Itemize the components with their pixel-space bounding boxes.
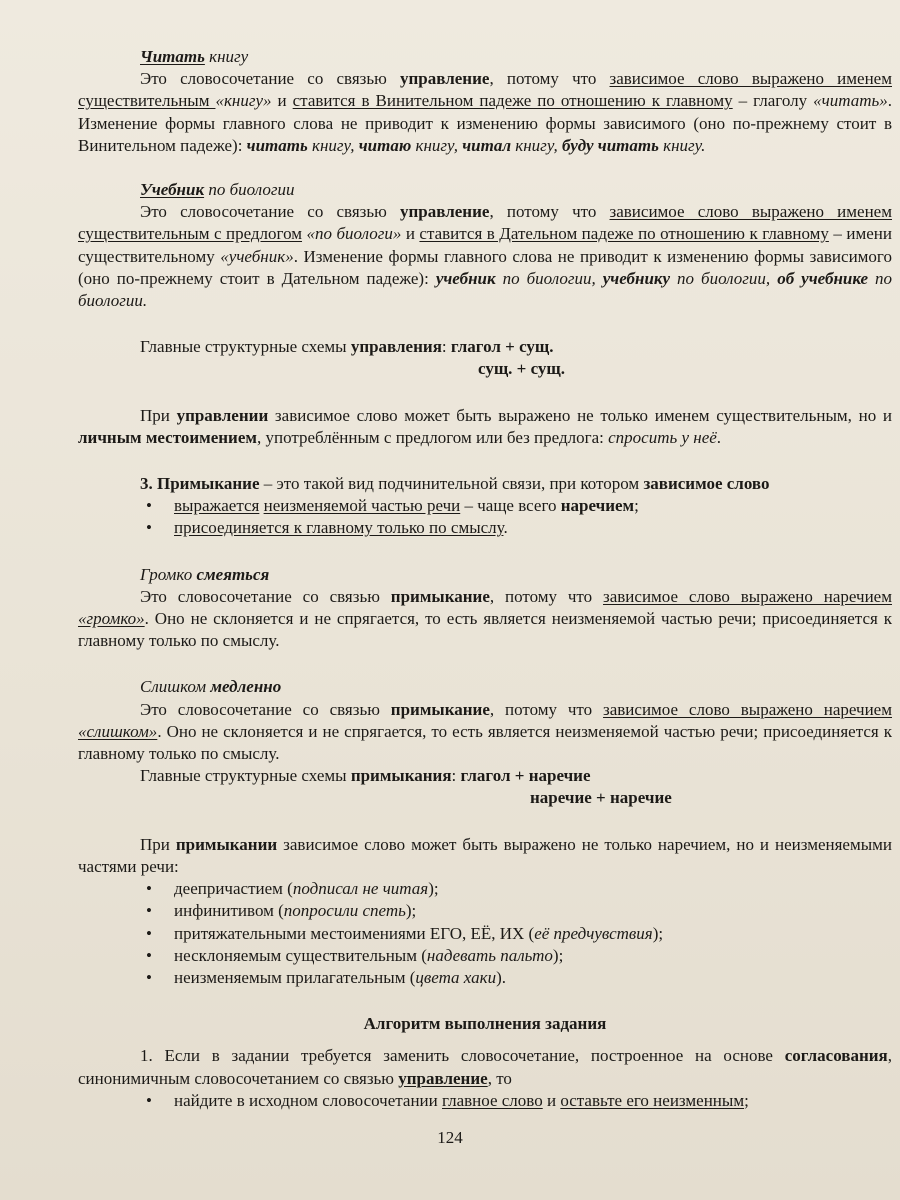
list-item: • выражается неизменяемой частью речи – чаще всего наречием; [78,495,892,517]
list-item: • инфинитивом (попросили спеть); [78,900,892,922]
paragraph: При примыкании зависимое слово может быть выражено не только наречием, но и неизменяемыми частями речи: [78,834,893,876]
paragraph: 1. Если в задании требуется заменить словосочетание, построенное на основе согласования, синонимичным словосочетанием со связью управление, то [78,1046,892,1088]
schema-line: сущ. + сущ. [478,359,566,379]
example-heading: Читать книгу [140,47,249,66]
example-heading: Учебник по биологии [140,180,295,200]
bullet-list [78,1090,892,1112]
section-title: Алгоритм выполнения задания [363,1014,607,1034]
example-heading: Громко смеяться [140,564,270,584]
schema-line: наречие + наречие [530,788,672,808]
paragraph: Это словосочетание со связью управление, потому что зависимое слово выражено именем существительным «книгу» и ставится в Винительном падеже по отношению к главному – глаголу «читать». Изменение формы главного слова не приводит к изменению формы зависимого (оно по-прежнему стоит в Винительном падеже): читать книгу, читаю книгу, читал книгу, буду читать книгу. [78,69,892,155]
page-content [78,46,892,1112]
list-item: • присоединяется к главному только по смыслу. [78,517,892,539]
paragraph: Это словосочетание со связью примыкание, потому что зависимое слово выражено наречием «громко». Оно не склоняется и не спрягается, то есть является неизменяемой частью речи; присоединяется к главному только по смыслу. [78,586,892,651]
list-item: • притяжательными местоимениями ЕГО, ЕЁ, ИХ (её предчувствия); [78,923,892,945]
heading-bold-word: Учебник [140,180,205,200]
list-item: • найдите в исходном словосочетании главное слово и оставьте его неизменным; [78,1090,892,1112]
list-item: • несклоняемым существительным (надевать пальто); [78,945,892,967]
section-definition: 3. Примыкание – это такой вид подчинительной связи, при котором зависимое слово [140,474,770,494]
paragraph: Это словосочетание со связью примыкание, потому что зависимое слово выражено наречием «слишком». Оно не склоняется и не спрягается, то есть является неизменяемой частью речи; присоединяется к главному только по смыслу. [78,699,892,764]
page-number: 124 [437,1128,463,1147]
heading-bold-word: Читать [140,47,205,66]
paragraph: При управлении зависимое слово может быть выражено не только именем существительным, но и личным местоимением, употреблённым с предлогом или без предлога: спросить у неё. [78,405,892,447]
schema-line: Главные структурные схемы управления: глагол + сущ. [140,337,554,357]
list-item: • неизменяемым прилагательным (цвета хаки). [78,967,892,989]
paragraph: Это словосочетание со связью управление, потому что зависимое слово выражено именем существительным с предлогом «по биологи» и ставится в Дательном падеже по отношению к главному – имени существительному «учебник». Изменение формы главного слова не приводит к изменению формы зависимого (оно по-прежнему стоит в Дательном падеже): учебник по биологии, учебнику по биологии, об учебнике по биологии. [78,202,892,311]
list-item: • деепричастием (подписал не читая); [78,878,892,900]
bullet-list [78,495,892,539]
bullet-list [78,878,892,989]
example-heading: Слишком медленно [140,677,282,697]
schema-line: Главные структурные схемы примыкания: глагол + наречие [140,766,591,786]
